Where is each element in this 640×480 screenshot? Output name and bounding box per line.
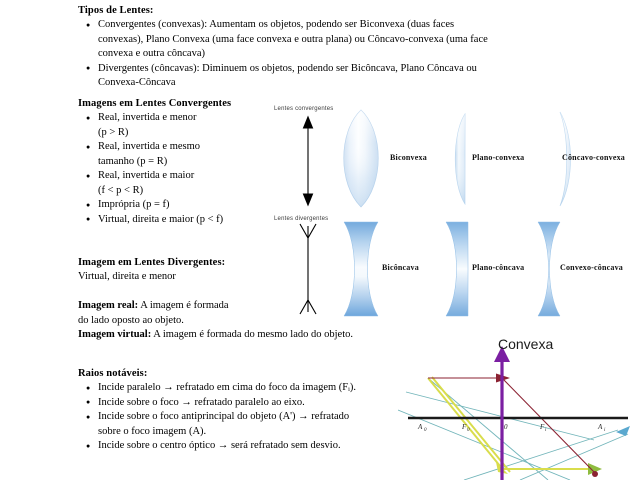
bullet-list-raios — [78, 381, 418, 454]
heading-imagens-convergentes: Imagens em Lentes Convergentes — [78, 98, 232, 109]
axis-label-A0: A — [418, 423, 423, 431]
list-item — [98, 62, 634, 91]
svg-text:i: i — [545, 428, 547, 433]
figure-label-lentes-divergentes: Lentes divergentes — [274, 216, 329, 222]
line: ● Real, invertida e mesmo — [98, 141, 201, 152]
diverging-tail-arrow — [300, 224, 316, 314]
lens-label-biconcava: Bicôncava — [382, 263, 419, 272]
line: sobre o foco imagem (A). — [98, 425, 207, 437]
list-item — [98, 439, 418, 454]
lens-label-biconvexa: Biconvexa — [390, 153, 427, 162]
line: ● Real, invertida e maior — [98, 170, 195, 181]
lens-label-plano-concava: Plano-côncava — [472, 263, 525, 272]
line: ● Imprópria (p = f) — [98, 199, 170, 210]
line: Convexa-Côncava — [98, 77, 176, 88]
line: do lado oposto ao objeto. — [78, 314, 184, 326]
line: (p > R) — [98, 126, 129, 138]
list-item — [98, 140, 278, 169]
ray-group-teal — [398, 378, 628, 480]
figure-ray-diagram-convexa — [398, 338, 640, 480]
paragraph-imagem-virtual — [78, 328, 408, 343]
list-item — [98, 410, 418, 439]
lens-plano-convexa — [455, 114, 465, 204]
section-imagens-convergentes — [78, 97, 278, 227]
line: ● Virtual, direita e maior (p < f) — [98, 213, 224, 225]
line: ● Incide sobre o centro óptico → será refratado sem desvio. — [98, 440, 341, 451]
lens-label-convexo-concava: Convexo-côncava — [560, 263, 623, 272]
list-item — [98, 18, 634, 62]
bullet-list-tipos — [78, 18, 634, 91]
svg-text:0: 0 — [467, 428, 470, 433]
list-item — [98, 111, 278, 140]
ray-diagram-title: Convexa — [498, 336, 554, 352]
heading-imagem-divergentes: Imagem em Lentes Divergentes: — [78, 257, 226, 268]
axis-tick-labels — [417, 423, 606, 433]
figure-label-lentes-convergentes: Lentes convergentes — [274, 106, 334, 112]
list-item — [98, 213, 278, 228]
axis-label-F0: F — [462, 423, 467, 431]
list-item — [98, 396, 418, 411]
section-tipos-de-lentes — [78, 4, 634, 91]
lens-convexo-concava — [538, 222, 560, 316]
ray-group-red — [428, 378, 596, 474]
line: ● Convergentes (convexas): Aumentam os objetos, podendo ser Biconvexa (duas faces — [98, 19, 455, 30]
converging-double-arrow — [304, 117, 313, 205]
section-raios-notaveis — [78, 367, 418, 454]
figure-converging-lenses — [272, 106, 638, 212]
axis-label-Fi: F — [540, 423, 545, 431]
line: convexas), Plano Convexa (uma face convexa e outra plana) ou Côncavo-convexa (uma face — [98, 33, 488, 45]
ray-group-yellow — [428, 377, 594, 472]
figure-diverging-lenses — [272, 216, 638, 322]
ray-diagram-svg — [398, 338, 640, 480]
line: tamanho (p = R) — [98, 155, 168, 167]
list-item — [98, 198, 278, 213]
lens-label-plano-convexa: Plano-convexa — [472, 153, 525, 162]
lens-label-concavo-convexa: Côncavo-convexa — [562, 153, 625, 162]
svg-text:i: i — [604, 428, 606, 433]
line: A imagem é formada do mesmo lado do objeto. — [151, 329, 353, 340]
svg-text:0: 0 — [424, 428, 427, 433]
heading-tipos-de-lentes: Tipos de Lentes: — [78, 5, 154, 16]
line: ● Incide paralelo → refratado em cima do foco da imagem (Fᵢ). — [98, 382, 356, 393]
line: ● Real, invertida e menor — [98, 112, 197, 123]
ray-arrow-red — [496, 374, 598, 478]
heading-raios-notaveis: Raios notáveis: — [78, 368, 148, 379]
axis-label-Ai: A — [598, 423, 603, 431]
line: (f < p < R) — [98, 184, 144, 196]
list-item — [98, 381, 418, 396]
line: A imagem é formada — [138, 300, 229, 311]
lens-biconvexa — [344, 110, 379, 207]
line: ● Incide sobre o foco → refratado paralelo ao eixo. — [98, 396, 305, 408]
lens-plano-concava — [446, 222, 468, 316]
list-item — [98, 169, 278, 198]
lens-biconcava — [344, 222, 378, 316]
body-imagem-divergentes: Virtual, direita e menor — [78, 271, 176, 282]
line: ● Incide sobre o foco antiprincipal do objeto (A') → refratado — [98, 411, 350, 422]
heading-imagem-real: Imagem real: — [78, 300, 139, 311]
line: convexa e outra côncava) — [98, 48, 205, 59]
line: ● Divergentes (côncavas): Diminuem os objetos, podendo ser Bicôncava, Plano Côncava ou — [98, 62, 477, 74]
heading-imagem-virtual: Imagem virtual: — [78, 329, 152, 340]
axis-label-O: 0 — [504, 423, 508, 431]
bullet-list-imagens-convergentes — [78, 111, 278, 227]
lens-axis-convexa — [494, 346, 510, 480]
